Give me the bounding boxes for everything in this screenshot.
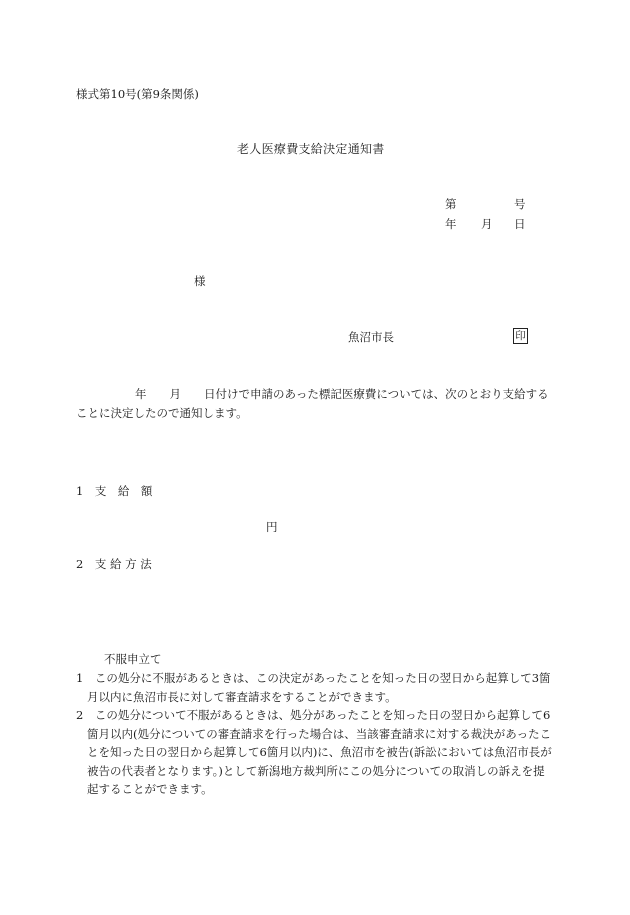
date-day: 日 <box>514 217 526 231</box>
body-month: 月 <box>169 387 181 401</box>
body-year: 年 <box>135 387 147 401</box>
objection-item-1: 1 この処分に不服があるときは、この決定があったことを知った日の翌日から起算して3箇月以内に魚沼市長に対して審査請求をすることができます。 <box>76 671 551 704</box>
notice-body <box>76 385 554 423</box>
date-month: 月 <box>481 217 493 231</box>
doc-number-suffix: 号 <box>514 197 526 211</box>
seal-label: 印 <box>513 328 528 344</box>
section-amount-label: 1 支 給 額 <box>76 484 153 498</box>
date-year: 年 <box>445 217 457 231</box>
form-label: 様式第10号(第9条関係) <box>76 87 199 101</box>
seal-stamp <box>513 328 528 344</box>
objection-heading: 不服申立て <box>104 652 162 666</box>
objection-item-2: 2 この処分について不服があるときは、処分があったことを知った日の翌日から起算して6箇月以内(処分についての審査請求を行った場合は、当該審査請求に対する裁決があったことを知った日の翌日から起算して6箇月以内)に、魚沼市を被告(訴訟においては魚沼市長が被告の代表者となります。)として新潟地方裁判所にこの処分についての取消しの訴えを提起することができます。 <box>76 708 552 796</box>
recipient-suffix: 様 <box>194 274 206 288</box>
objection-notes <box>76 669 556 799</box>
document-title: 老人医療費支給決定通知書 <box>237 142 385 156</box>
issuer-name: 魚沼市長 <box>348 330 394 344</box>
section-method-label: 2 支 給 方 法 <box>76 557 152 571</box>
body-text: 日付けで申請のあった標記医療費については、次のとおり支給することに決定したので通知します。 <box>76 387 549 420</box>
doc-number-prefix: 第 <box>445 197 457 211</box>
amount-unit: 円 <box>266 520 278 534</box>
